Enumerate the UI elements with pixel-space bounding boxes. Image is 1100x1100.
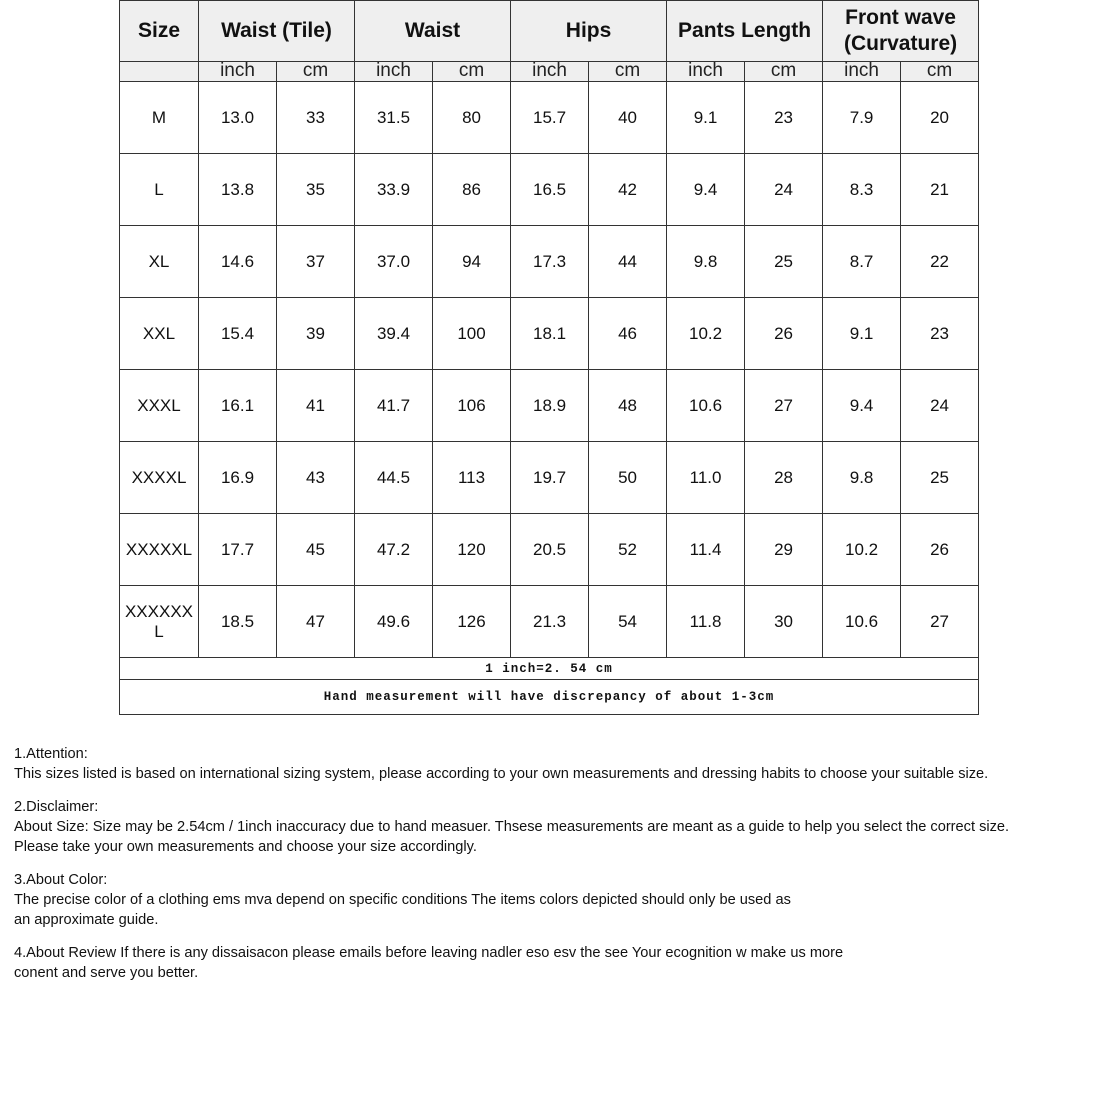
unit-label: inch (376, 61, 411, 81)
unit-cell (511, 62, 589, 82)
value-cell: 37.0 (355, 226, 433, 298)
note-line: The precise color of a clothing ems mva depend on specific conditions The items colors depicted should only be used as (14, 892, 791, 908)
unit-label: inch (532, 61, 567, 81)
value-cell: 10.2 (823, 514, 901, 586)
size-cell: XXXL (120, 370, 199, 442)
value-cell: 80 (433, 82, 511, 154)
value-cell: 120 (433, 514, 511, 586)
note-line: an approximate guide. (14, 912, 159, 928)
unit-cell (199, 62, 277, 82)
value-cell: 50 (589, 442, 667, 514)
value-cell: 24 (901, 370, 979, 442)
value-cell: 113 (433, 442, 511, 514)
unit-label: inch (688, 61, 723, 81)
value-cell: 18.1 (511, 298, 589, 370)
value-cell: 28 (745, 442, 823, 514)
size-cell: L (120, 154, 199, 226)
value-cell: 94 (433, 226, 511, 298)
table-row (120, 586, 979, 658)
value-cell: 40 (589, 82, 667, 154)
value-cell: 23 (901, 298, 979, 370)
value-cell: 26 (901, 514, 979, 586)
value-cell: 9.8 (667, 226, 745, 298)
value-cell: 17.3 (511, 226, 589, 298)
value-cell: 21 (901, 154, 979, 226)
unit-cell (901, 62, 979, 82)
note-title: 2.Disclaimer: (14, 799, 99, 815)
unit-cell-blank (120, 62, 199, 82)
value-cell: 39.4 (355, 298, 433, 370)
value-cell: 9.1 (667, 82, 745, 154)
value-cell: 33.9 (355, 154, 433, 226)
unit-label: cm (302, 61, 329, 81)
note-line: About Size: Size may be 2.54cm / 1inch inaccuracy due to hand measuer. Thsese measurements are meant as a guide to help you select the correct size. (14, 819, 1010, 835)
table-row (120, 226, 979, 298)
unit-label: cm (926, 61, 953, 81)
value-cell: 20 (901, 82, 979, 154)
value-cell: 10.6 (823, 586, 901, 658)
value-cell: 11.0 (667, 442, 745, 514)
unit-label: cm (458, 61, 485, 81)
value-cell: 54 (589, 586, 667, 658)
note-title: 3.About Color: (14, 872, 108, 888)
value-cell: 21.3 (511, 586, 589, 658)
discrepancy-row (120, 680, 979, 715)
size-cell: M (120, 82, 199, 154)
value-cell: 31.5 (355, 82, 433, 154)
table-row (120, 442, 979, 514)
note-line: 4.About Review If there is any dissaisacon please emails before leaving nadler eso esv the see Your ecognition w make us more (14, 945, 844, 961)
unit-cell (355, 62, 433, 82)
unit-cell (667, 62, 745, 82)
value-cell: 25 (901, 442, 979, 514)
table-row (120, 514, 979, 586)
value-cell: 23 (745, 82, 823, 154)
header-pants-length: Pants Length (667, 1, 823, 62)
value-cell: 100 (433, 298, 511, 370)
value-cell: 126 (433, 586, 511, 658)
value-cell: 9.4 (823, 370, 901, 442)
unit-label: inch (844, 61, 879, 81)
value-cell: 41.7 (355, 370, 433, 442)
value-cell: 43 (277, 442, 355, 514)
value-cell: 17.7 (199, 514, 277, 586)
note-block (14, 744, 1100, 784)
header-front-wave: Front wave (Curvature) (823, 1, 979, 62)
value-cell: 8.3 (823, 154, 901, 226)
value-cell: 10.6 (667, 370, 745, 442)
value-cell: 48 (589, 370, 667, 442)
value-cell: 7.9 (823, 82, 901, 154)
header-row (120, 1, 979, 62)
value-cell: 8.7 (823, 226, 901, 298)
value-cell: 41 (277, 370, 355, 442)
unit-cell (433, 62, 511, 82)
value-cell: 15.7 (511, 82, 589, 154)
table-row (120, 298, 979, 370)
value-cell: 10.2 (667, 298, 745, 370)
value-cell: 35 (277, 154, 355, 226)
discrepancy-note: Hand measurement will have discrepancy of about 1-3cm (120, 680, 979, 715)
conversion-note: 1 inch=2. 54 cm (120, 658, 979, 680)
table-row (120, 370, 979, 442)
unit-label: cm (614, 61, 641, 81)
value-cell: 47.2 (355, 514, 433, 586)
value-cell: 46 (589, 298, 667, 370)
value-cell: 13.8 (199, 154, 277, 226)
unit-cell (277, 62, 355, 82)
header-waist-tile: Waist (Tile) (199, 1, 355, 62)
conversion-row (120, 658, 979, 680)
table-body (120, 82, 979, 658)
value-cell: 16.5 (511, 154, 589, 226)
value-cell: 25 (745, 226, 823, 298)
value-cell: 18.9 (511, 370, 589, 442)
unit-row (120, 62, 979, 82)
value-cell: 27 (901, 586, 979, 658)
header-waist: Waist (355, 1, 511, 62)
value-cell: 16.9 (199, 442, 277, 514)
note-line: This sizes listed is based on international sizing system, please according to your own measurements and dressing habits to choose your suitable size. (14, 766, 989, 782)
value-cell: 27 (745, 370, 823, 442)
value-cell: 9.1 (823, 298, 901, 370)
value-cell: 44 (589, 226, 667, 298)
value-cell: 19.7 (511, 442, 589, 514)
unit-label: inch (220, 61, 255, 81)
note-block (14, 870, 1100, 930)
table-row (120, 154, 979, 226)
value-cell: 18.5 (199, 586, 277, 658)
value-cell: 29 (745, 514, 823, 586)
value-cell: 106 (433, 370, 511, 442)
size-cell: XXL (120, 298, 199, 370)
value-cell: 47 (277, 586, 355, 658)
note-block (14, 943, 1100, 983)
value-cell: 11.8 (667, 586, 745, 658)
value-cell: 86 (433, 154, 511, 226)
value-cell: 37 (277, 226, 355, 298)
value-cell: 24 (745, 154, 823, 226)
value-cell: 26 (745, 298, 823, 370)
value-cell: 20.5 (511, 514, 589, 586)
size-chart-table (119, 0, 979, 715)
value-cell: 30 (745, 586, 823, 658)
value-cell: 42 (589, 154, 667, 226)
size-cell: XXXXXXL (120, 586, 199, 658)
value-cell: 9.8 (823, 442, 901, 514)
size-cell: XXXXXL (120, 514, 199, 586)
note-line: conent and serve you better. (14, 965, 199, 981)
header-size: Size (120, 1, 199, 62)
value-cell: 44.5 (355, 442, 433, 514)
table-row (120, 82, 979, 154)
notes-section (14, 744, 1100, 996)
value-cell: 9.4 (667, 154, 745, 226)
value-cell: 11.4 (667, 514, 745, 586)
unit-cell (823, 62, 901, 82)
note-title: 1.Attention: (14, 746, 88, 762)
value-cell: 16.1 (199, 370, 277, 442)
size-cell: XXXXL (120, 442, 199, 514)
value-cell: 39 (277, 298, 355, 370)
value-cell: 14.6 (199, 226, 277, 298)
size-cell: XL (120, 226, 199, 298)
unit-cell (589, 62, 667, 82)
unit-cell (745, 62, 823, 82)
value-cell: 15.4 (199, 298, 277, 370)
value-cell: 45 (277, 514, 355, 586)
note-line: Please take your own measurements and choose your size accordingly. (14, 839, 477, 855)
header-hips: Hips (511, 1, 667, 62)
note-block (14, 797, 1100, 857)
value-cell: 52 (589, 514, 667, 586)
value-cell: 22 (901, 226, 979, 298)
value-cell: 33 (277, 82, 355, 154)
value-cell: 13.0 (199, 82, 277, 154)
value-cell: 49.6 (355, 586, 433, 658)
unit-label: cm (770, 61, 797, 81)
